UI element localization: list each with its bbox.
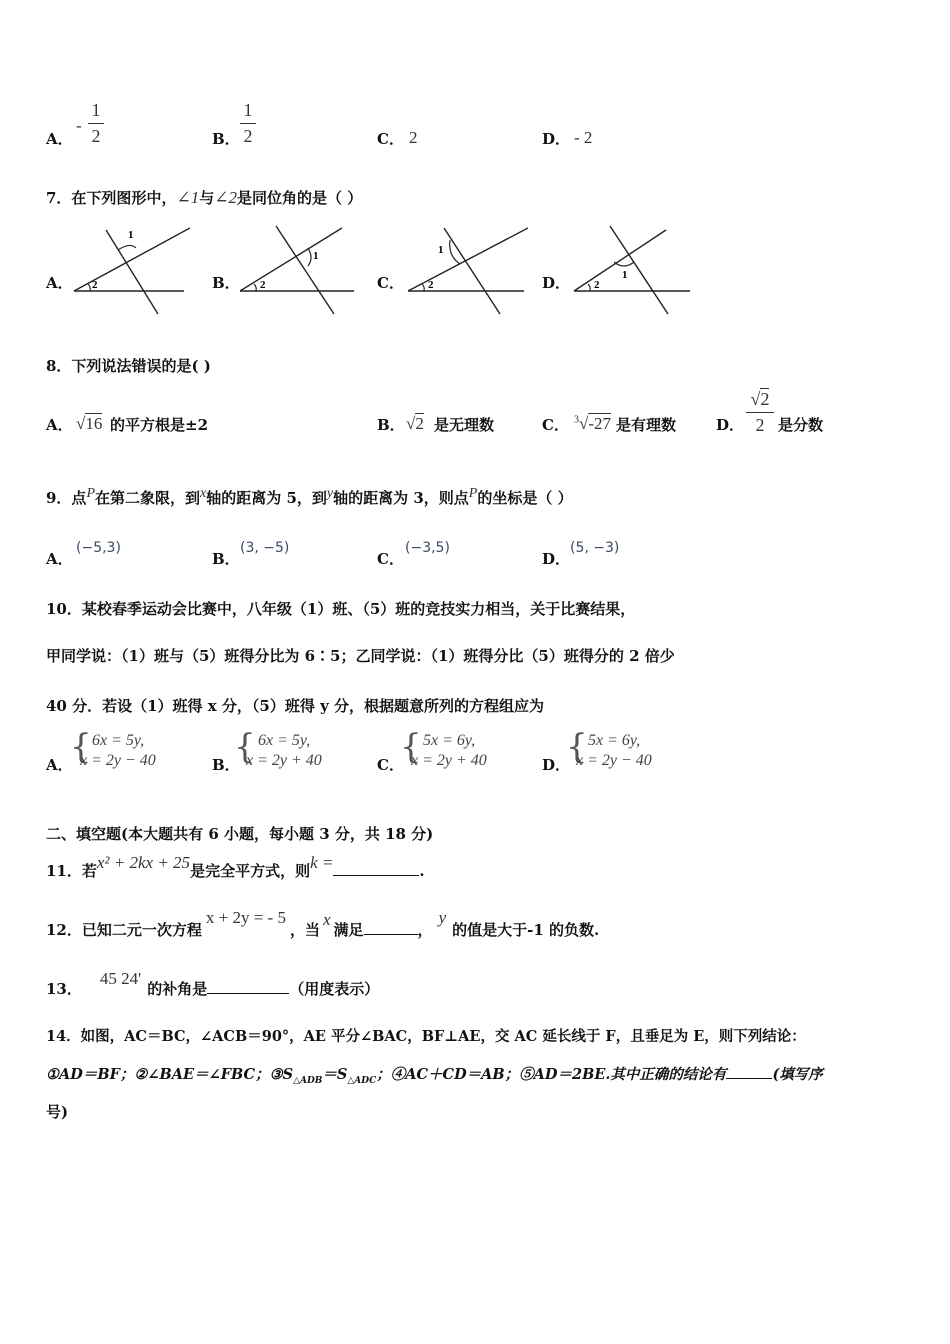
q6-option-c-value: 2 — [409, 128, 418, 147]
q7-stem-prefix: 7．在下列图形中， — [46, 189, 177, 207]
q7-b-arc-1 — [308, 248, 311, 266]
q9-point-p: P — [86, 486, 95, 501]
q13-prefix: 13． — [46, 980, 82, 998]
q8-b-text: 是无理数 — [434, 416, 495, 434]
q9-s2: 在第二象限，到 — [95, 489, 201, 507]
q9-y-axis: y — [326, 486, 334, 501]
q6-option-a-label: A． — [46, 130, 73, 148]
q14-conclusions-a: ①AD＝BF；②∠BAE＝∠FBC；③S — [46, 1066, 294, 1083]
q12-y: y — [438, 908, 447, 927]
q11-end: . — [419, 862, 425, 880]
q8-option-b-label: B． — [377, 416, 405, 434]
q10-option-c-system — [411, 731, 487, 771]
q8-c-text: 是有理数 — [616, 416, 677, 434]
q7-option-a-label: A． — [46, 274, 73, 292]
q11-k: k = — [310, 853, 334, 872]
q6-b-numerator: 1 — [243, 100, 253, 120]
q8-b-radical: √2 — [406, 414, 424, 433]
q6-option-c-label: C． — [377, 130, 404, 148]
q7-d-slanted-line — [574, 230, 666, 291]
q7-option-b-label: B． — [212, 274, 240, 292]
q6-option-a-fraction — [88, 100, 104, 147]
q9-option-a-label: A． — [46, 550, 73, 568]
q13-angle: 45 24' — [99, 969, 142, 988]
q6-b-denominator: 2 — [243, 126, 253, 146]
q7-b-label-2: 2 — [260, 279, 266, 291]
q7-a-label-1: 1 — [128, 229, 134, 241]
q9-option-d-value: (5, −3) — [570, 540, 620, 556]
q7-b-label-1: 1 — [313, 250, 319, 262]
q8-d-fraction — [746, 389, 774, 436]
q10-option-b-system — [246, 731, 322, 771]
q14-answer-blank[interactable] — [726, 1064, 772, 1079]
q9-s4: 轴的距离为 3，则点 — [333, 489, 469, 507]
q10-a-brace: { — [70, 727, 92, 767]
q11-mid: 是完全平方式，则 — [190, 862, 311, 880]
q12-prefix: 12．已知二元一次方程 — [46, 921, 202, 939]
q14-subscript-adb: △ADB — [293, 1075, 323, 1086]
section-2-heading: 二、填空题(本大题共有 6 小题，每小题 3 分，共 18 分) — [46, 825, 434, 843]
q10-c-eq1: 5x = 6y, — [423, 732, 476, 749]
q8-a-radicand: 16 — [85, 414, 103, 433]
q9-option-a-value: (−5,3) — [76, 540, 121, 556]
q8-d-numerator: √2 — [750, 389, 770, 409]
q7-c-slanted-line — [408, 228, 528, 291]
q9-s3: 轴的距离为 5，到 — [206, 489, 327, 507]
q14-fill-note: (填写序 — [772, 1066, 823, 1083]
q12-mid2: 满足 — [333, 921, 364, 939]
q7-angle-1: ∠1 — [176, 188, 200, 207]
q8-a-text: 的平方根是±2 — [110, 416, 209, 434]
q8-a-radical: √16 — [76, 414, 103, 433]
q9-option-b-value: (3, −5) — [240, 540, 290, 556]
q9-stem — [46, 486, 573, 508]
q10-c-brace: { — [400, 727, 422, 767]
q11-prefix: 11．若 — [46, 862, 97, 880]
q9-option-c-label: C． — [377, 550, 404, 568]
q7-d-transversal — [610, 226, 668, 314]
q12-mid: ，当 — [289, 921, 320, 939]
q13-end: （用度表示） — [289, 980, 380, 998]
q8-option-d-label: D． — [716, 416, 745, 434]
q6-option-a-sign: - — [76, 116, 82, 135]
q10-option-a-system — [80, 731, 156, 771]
q8-option-c-label: C． — [542, 416, 569, 434]
q12-x: x — [322, 910, 331, 929]
q7-b-transversal — [276, 226, 334, 314]
q7-c-label-1: 1 — [438, 244, 444, 256]
q10-option-d-label: D． — [542, 756, 571, 774]
q10-option-c-label: C． — [377, 756, 404, 774]
q7-option-d-label: D． — [542, 274, 571, 292]
q13-mid: 的补角是 — [147, 980, 208, 998]
q12-comma: ， — [417, 921, 433, 939]
q7-b-slanted-line — [240, 228, 342, 291]
q7-figure-c — [404, 222, 528, 318]
q14-equal: ＝S — [322, 1066, 348, 1083]
q10-d-brace: { — [566, 727, 588, 767]
q8-d-text: 是分数 — [778, 416, 824, 434]
q14-line-3: 号) — [46, 1103, 69, 1121]
q14-line-1: 14．如图，AC＝BC，∠ACB＝90°，AE 平分∠BAC，BF⊥AE，交 AC 延长线于 F，且垂足为 E，则下列结论： — [46, 1028, 806, 1045]
q13 — [46, 969, 380, 999]
q10-d-eq2: x = 2y − 40 — [576, 752, 652, 769]
q12-equation: x + 2y = - 5 — [205, 908, 286, 927]
q8-option-a-label: A． — [46, 416, 73, 434]
q10-option-d-system — [576, 731, 652, 771]
q7-a-label-2: 2 — [92, 279, 98, 291]
q12-answer-blank[interactable] — [364, 920, 418, 935]
q6-option-d-value: - 2 — [574, 128, 593, 147]
q10-a-eq1: 6x = 5y, — [92, 732, 145, 749]
q9-x-axis: x — [200, 486, 207, 501]
q10-a-eq2: x = 2y − 40 — [80, 752, 156, 769]
q10-option-b-label: B． — [212, 756, 240, 774]
q14-subscript-adc: △ADC — [347, 1075, 377, 1086]
q7-stem-mid: 与 — [199, 189, 215, 207]
q9-s5: 的坐标是（ ） — [477, 489, 573, 507]
q8-c-index: 3 — [574, 414, 579, 426]
q12 — [46, 908, 600, 940]
q6-a-denominator: 2 — [91, 126, 101, 146]
q8-d-num-radicand: 2 — [760, 389, 770, 409]
q7-stem — [46, 187, 362, 208]
q8-c-radicand: -27 — [588, 414, 612, 433]
q7-figure-d — [570, 222, 694, 318]
q13-answer-blank[interactable] — [207, 979, 289, 994]
q11-answer-blank[interactable] — [333, 861, 419, 876]
q7-c-label-2: 2 — [428, 279, 434, 291]
q9-option-d-label: D． — [542, 550, 571, 568]
q10-b-eq2: x = 2y + 40 — [246, 752, 322, 769]
q10-option-a-label: A． — [46, 756, 73, 774]
q6-a-numerator: 1 — [91, 100, 101, 120]
q7-option-c-label: C． — [377, 274, 404, 292]
q14-line-2 — [46, 1063, 823, 1086]
q10-c-eq2: x = 2y + 40 — [411, 752, 487, 769]
q8-b-radicand: 2 — [415, 414, 424, 433]
q7-a-transversal — [106, 230, 158, 314]
q9-point-p-2: P — [468, 486, 478, 501]
q9-option-c-value: (−3,5) — [405, 540, 450, 556]
q7-figure-a — [70, 222, 190, 318]
q11 — [46, 853, 425, 881]
q7-c-arc-2 — [422, 284, 424, 291]
q8-d-denominator: 2 — [755, 415, 765, 435]
q11-expression: x² + 2kx + 25 — [96, 853, 191, 872]
q7-a-arc-1 — [118, 245, 136, 250]
q10-line-3: 40 分．若设（1）班得 x 分，（5）班得 y 分，根据题意所列的方程组应为 — [46, 697, 545, 715]
q7-d-label-1: 1 — [622, 269, 628, 281]
q10-b-eq1: 6x = 5y, — [258, 732, 311, 749]
q7-d-arc-2 — [588, 284, 590, 291]
q12-end: 的值是大于-1 的负数. — [452, 921, 600, 939]
q14-conclusions-b: ；④AC＋CD＝AB；⑤AD＝2BE.其中正确的结论有 — [376, 1066, 727, 1083]
q8-c-radical: $^3$√-27 — [574, 414, 612, 433]
q9-s1: 9．点 — [46, 489, 87, 507]
q10-d-eq1: 5x = 6y, — [588, 732, 641, 749]
q7-figure-b — [236, 222, 360, 318]
q7-b-arc-2 — [254, 284, 256, 291]
q6-option-d-label: D． — [542, 130, 571, 148]
q7-stem-suffix: 是同位角的是（ ） — [236, 189, 363, 207]
q8-stem: 8．下列说法错误的是( ) — [46, 357, 211, 375]
q6-option-b-fraction — [240, 100, 256, 147]
q6-option-b-label: B． — [212, 130, 240, 148]
q9-option-b-label: B． — [212, 550, 240, 568]
q10-line-2: 甲同学说：（1）班与（5）班得分比为 6∶5；乙同学说：（1）班得分比（5）班得分的 2 倍少 — [46, 647, 675, 665]
q10-line-1: 10．某校春季运动会比赛中，八年级（1）班、（5）班的竞技实力相当，关于比赛结果， — [46, 600, 636, 618]
q10-b-brace: { — [234, 727, 256, 767]
q7-a-arc-2 — [88, 284, 90, 291]
q7-c-transversal — [444, 228, 500, 314]
q7-d-label-2: 2 — [594, 279, 600, 291]
q7-angle-2: ∠2 — [214, 188, 237, 207]
